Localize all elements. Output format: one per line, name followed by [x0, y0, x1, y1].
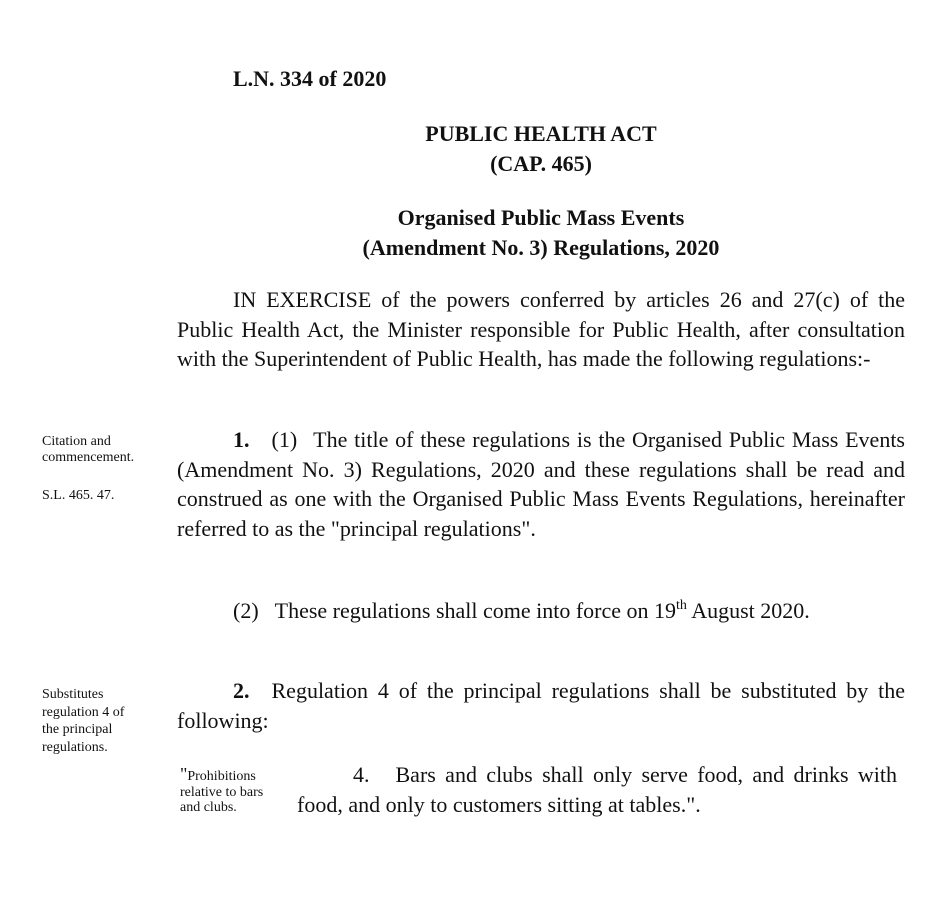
- margin-note-substitutes: [42, 686, 162, 756]
- margin-note-substitutes-line4: regulations.: [42, 739, 108, 755]
- regulation-1-sub-2-label: (2): [233, 598, 259, 623]
- margin-note-citation: [42, 434, 167, 466]
- regulation-2-text: Regulation 4 of the principal regulations shall be substituted by the following:: [177, 678, 905, 733]
- regulation-1-number: 1.: [233, 427, 250, 452]
- act-heading: [180, 119, 902, 179]
- regulation-2-number: 2.: [233, 678, 250, 703]
- margin-note-sl-reference: S.L. 465. 47.: [42, 488, 115, 503]
- margin-note-substitutes-line3: the principal: [42, 722, 113, 737]
- margin-note-substitutes-line2: regulation 4 of: [42, 704, 125, 720]
- substitution-text: [297, 760, 897, 820]
- margin-note-citation-line1: Citation and: [42, 434, 111, 449]
- regulations-title-line2: (Amendment No. 3) Regulations, 2020: [362, 235, 720, 260]
- regulation-1-sub-1-label: (1): [271, 427, 298, 452]
- act-name: PUBLIC HEALTH ACT: [425, 121, 657, 146]
- margin-note-citation-line2: commencement.: [42, 450, 135, 465]
- margin-note-substitutes-line1: Substitutes: [42, 687, 104, 702]
- substitution-open-quote: ": [180, 764, 188, 784]
- regulation-1-sub-2-date: August 2020.: [686, 598, 810, 623]
- substitution-note-line2: relative to bars: [180, 784, 264, 800]
- act-chapter: (CAP. 465): [490, 151, 592, 176]
- regulation-1-sub-1: [177, 425, 905, 544]
- substitution-body: Bars and clubs shall only serve food, and drinks with food, and only to customers sitting at tables.".: [297, 762, 897, 817]
- regulations-title-line1: Organised Public Mass Events: [397, 205, 685, 230]
- substitution-note-line3: and clubs.: [180, 800, 237, 815]
- ordinal-suffix: th: [676, 598, 687, 613]
- regulations-title: [180, 203, 902, 263]
- preamble: IN EXERCISE of the powers conferred by articles 26 and 27(c) of the Public Health Act, the Minister responsible for Public Health, after consultation with the Superintendent of Public Health, has made the following regulations:-: [177, 287, 905, 372]
- notice-number: L.N. 334 of 2020: [233, 66, 387, 91]
- substitution-note-line1: Prohibitions: [187, 769, 256, 784]
- regulation-1-sub-1-text: The title of these regulations is the Organised Public Mass Events (Amendment No. 3) Regulations, 2020 and these regulations shall be read and construed as one with the Organised Public Mass Events Regulations, hereinafter referred to as the "principal regulations".: [177, 427, 905, 542]
- regulation-2: [177, 676, 905, 735]
- regulation-1-sub-2: [177, 596, 905, 626]
- substitution-margin-note: [180, 764, 292, 816]
- substitution-number: 4.: [353, 762, 370, 787]
- regulation-1-sub-2-text: These regulations shall come into force on 19: [274, 598, 677, 623]
